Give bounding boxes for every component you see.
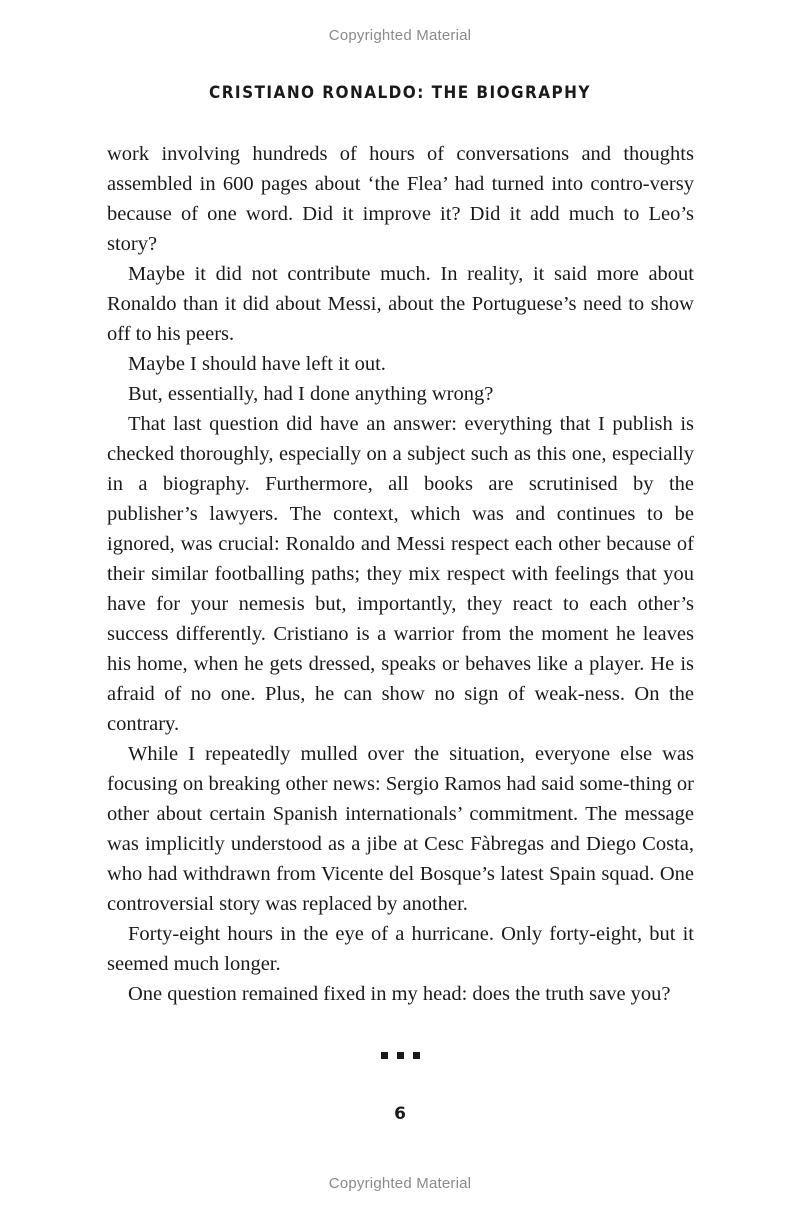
copyright-watermark-bottom: Copyrighted Material bbox=[328, 1175, 472, 1192]
paragraph: Maybe it did not contribute much. In reality, it said more about Ronaldo than it did about Messi, about the Portuguese’s need to show off to his peers. bbox=[107, 263, 694, 345]
paragraph: Forty-eight hours in the eye of a hurricane. Only forty-eight, but it seemed much longer. bbox=[107, 923, 694, 975]
ornament-square bbox=[397, 1052, 404, 1059]
copyright-watermark-top: Copyrighted Material bbox=[328, 27, 472, 44]
page-number: 6 bbox=[394, 1104, 406, 1124]
paragraph: Maybe I should have left it out. bbox=[128, 353, 386, 375]
paragraph: But, essentially, had I done anything wrong? bbox=[128, 383, 494, 405]
paragraph: While I repeatedly mulled over the situation, everyone else was focusing on breaking other news: Sergio Ramos had said some-thing or other about certain Spanish internationals’ commitment. The message was implicitly understood as a jibe at Cesc Fàbregas and Diego Costa, who had withdrawn from Vicente del Bosque’s latest Spain squad. One controversial story was replaced by another. bbox=[107, 743, 694, 915]
paragraph: That last question did have an answer: everything that I publish is checked thoroughly, especially on a subject such as this one, especially in a biography. Furthermore, all books are scrutinised by the publisher’s lawyers. The context, which was and continues to be ignored, was crucial: Ronaldo and Messi respect each other because of their similar footballing paths; they mix respect with feelings that you have for your nemesis but, importantly, they react to each other’s success differently. Cristiano is a warrior from the moment he leaves his home, when he gets dressed, speaks or behaves like a player. He is afraid of no one. Plus, he can show no sign of weak-ness. On the contrary. bbox=[107, 413, 694, 735]
running-head: CRISTIANO RONALDO: THE BIOGRAPHY bbox=[209, 83, 591, 103]
paragraph: One question remained fixed in my head: does the truth save you? bbox=[128, 983, 671, 1005]
ornament-square bbox=[413, 1052, 420, 1059]
paragraph-continued: work involving hundreds of hours of conversations and thoughts assembled in 600 pages about ‘the Flea’ had turned into contro-versy because of one word. Did it improve it? Did it add much to Leo’s story? bbox=[107, 143, 694, 255]
ornament-square bbox=[381, 1052, 388, 1059]
body-text bbox=[107, 139, 694, 1009]
section-break-ornament bbox=[0, 1052, 800, 1059]
